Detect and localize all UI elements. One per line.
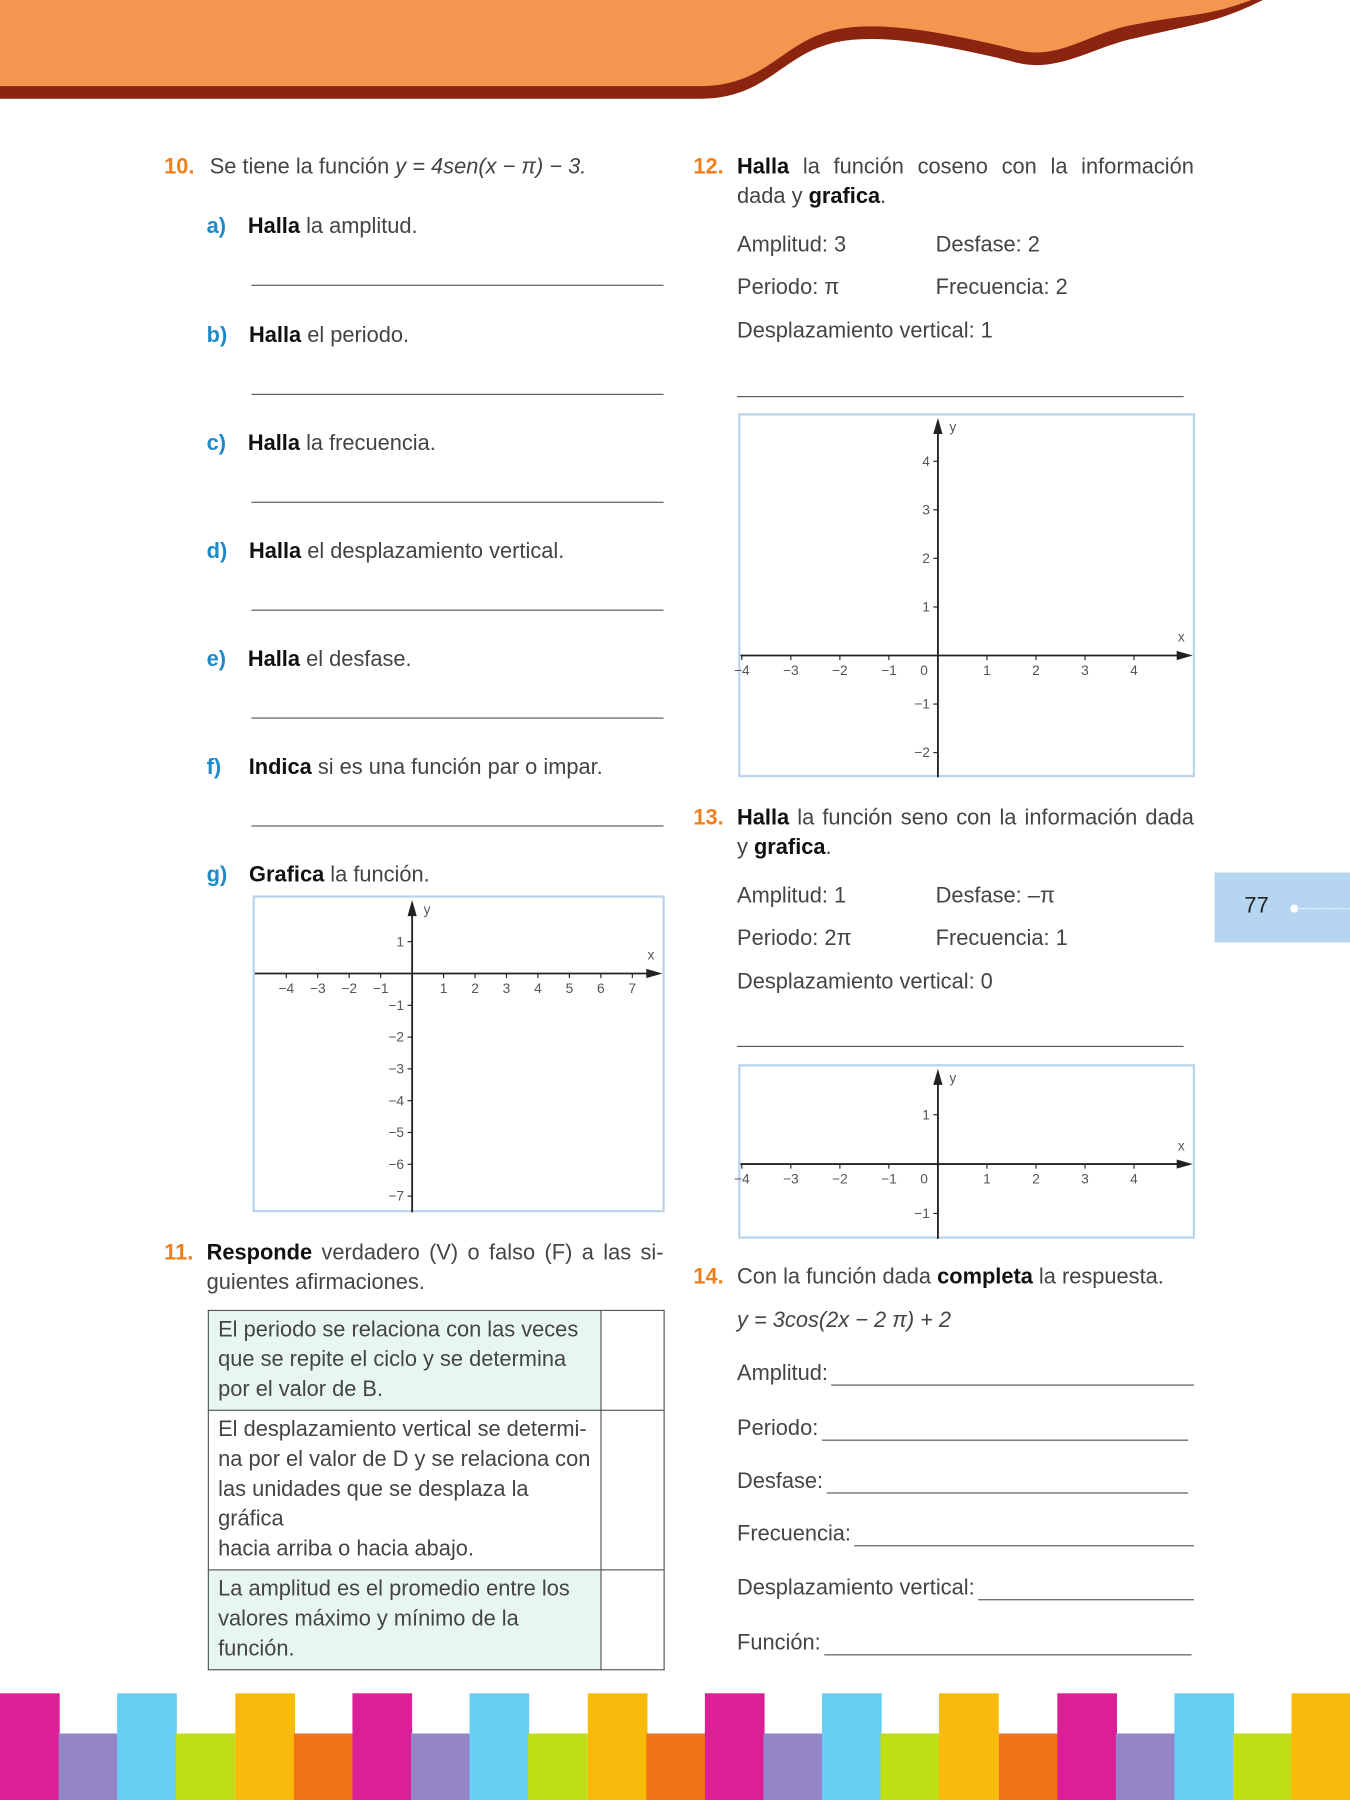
item-text: el desfase. [300, 647, 412, 672]
item-text: la función. [324, 863, 430, 888]
answer-line[interactable] [251, 285, 663, 286]
answer-line[interactable] [822, 1440, 1188, 1441]
dotted-line [1300, 908, 1350, 909]
y-tick-label: 1 [396, 934, 405, 950]
sub-item [207, 755, 603, 780]
stripe [1233, 1733, 1293, 1800]
question-number: 11. [164, 1240, 194, 1266]
y-arrow-icon [408, 900, 417, 916]
question-number: 13. [693, 805, 724, 831]
item-letter: f) [206, 755, 222, 780]
text: . [880, 184, 887, 209]
x-tick-label: 2 [1032, 663, 1040, 679]
stripe [411, 1733, 471, 1800]
page-number: 77 [1244, 894, 1269, 919]
y-tick-label: −6 [388, 1156, 405, 1172]
sub-item [207, 215, 418, 240]
x-arrow-icon [1177, 651, 1193, 660]
item-text: el periodo. [301, 323, 410, 348]
item-letter: d) [206, 539, 228, 564]
field-label: Desfase: [737, 1469, 824, 1494]
verb: Halla [737, 154, 790, 180]
y-tick-label: −4 [388, 1093, 405, 1109]
field-label: Periodo: [737, 1416, 819, 1441]
y-tick-label: −1 [914, 1206, 930, 1222]
item-letter: c) [206, 431, 227, 456]
x-tick-label: 3 [1081, 663, 1089, 679]
statement-cell [208, 1410, 601, 1570]
sub-item [207, 540, 565, 565]
stripe [763, 1733, 823, 1800]
stripe [705, 1693, 765, 1800]
stripe [646, 1733, 706, 1800]
stripe [294, 1733, 354, 1800]
x-axis-label: x [1177, 1138, 1185, 1154]
item-text: la amplitud. [300, 214, 418, 239]
x-tick-label: 3 [502, 981, 511, 997]
y-tick-label: 1 [922, 599, 930, 615]
stripe [176, 1733, 236, 1800]
question-13-line2 [737, 836, 832, 861]
verb: Halla [247, 431, 301, 456]
x-tick-label: −4 [278, 981, 295, 997]
field-label: Amplitud: [737, 1361, 828, 1386]
x-arrow-icon [646, 969, 662, 978]
stripe [1116, 1733, 1176, 1800]
stripe [881, 1733, 941, 1800]
x-tick-label: −3 [783, 1171, 799, 1187]
statement-line: La amplitud es el promedio entre los [218, 1577, 570, 1602]
verb: Halla [249, 323, 302, 348]
verb: grafica [753, 835, 826, 860]
y-tick-label: −7 [388, 1188, 405, 1204]
question-11-line2: guientes afirmaciones. [206, 1270, 425, 1295]
question-12-line1 [737, 155, 1194, 180]
verb: grafica [808, 184, 881, 209]
answer-line[interactable] [854, 1545, 1194, 1546]
item-text: si es una función par o impar. [311, 755, 603, 780]
stripe [1174, 1693, 1234, 1800]
answer-cell[interactable] [601, 1410, 664, 1570]
x-tick-label: −4 [733, 663, 750, 679]
x-arrow-icon [1177, 1159, 1193, 1168]
statement-line: El periodo se relaciona con las veces [218, 1317, 579, 1343]
stripe [59, 1733, 119, 1800]
item-letter: e) [206, 647, 227, 672]
x-tick-label: −1 [881, 663, 897, 679]
answer-line[interactable] [251, 610, 663, 611]
answer-line[interactable] [251, 502, 663, 503]
banner-fill [0, 0, 1251, 86]
question-14 [693, 1265, 723, 1290]
y-tick-label: −1 [914, 696, 930, 712]
info-amplitude: Amplitud: 3 [737, 233, 847, 258]
info-amplitude: Amplitud: 1 [737, 883, 847, 909]
info-phase: Desfase: 2 [935, 233, 1040, 258]
sub-item [207, 432, 436, 457]
y-tick-label: 1 [922, 1107, 930, 1123]
y-tick-label: −3 [388, 1061, 405, 1077]
y-tick-label: −2 [914, 745, 930, 761]
field-label: Desplazamiento vertical: [737, 1576, 975, 1601]
table-row [208, 1410, 664, 1570]
sub-item [207, 647, 412, 672]
verb: Halla [737, 805, 790, 831]
info-frequency: Frecuencia: 1 [935, 926, 1068, 951]
answer-cell[interactable] [601, 1570, 664, 1670]
stripe [1292, 1693, 1350, 1800]
field-label: Frecuencia: [737, 1522, 851, 1547]
field-label: Función: [737, 1631, 821, 1656]
text: . [825, 835, 832, 860]
stripe [940, 1693, 1000, 1800]
x-tick-label: 7 [628, 981, 637, 997]
verb: Grafica [249, 863, 325, 888]
text: la función seno con la información dada [789, 805, 1194, 831]
verb: Halla [249, 539, 302, 564]
x-tick-label: 4 [1130, 663, 1138, 679]
x-tick-label: 2 [1032, 1171, 1040, 1187]
y-arrow-icon [933, 418, 942, 434]
item-text: la frecuencia. [300, 431, 436, 456]
item-letter: a) [206, 214, 227, 239]
y-tick-label: −1 [388, 997, 405, 1013]
x-tick-label: 1 [983, 1171, 991, 1187]
answer-line[interactable] [824, 1654, 1191, 1655]
statement-line: El desplazamiento vertical se determi- [218, 1417, 587, 1442]
y-axis-label: y [949, 1070, 957, 1086]
info-frequency: Frecuencia: 2 [935, 275, 1068, 300]
y-tick-label: −2 [388, 1029, 405, 1045]
y-tick-label: 4 [922, 453, 930, 469]
stripe [822, 1693, 882, 1800]
text: verdadero (V) o falso (F) a las si- [312, 1240, 664, 1266]
x-tick-label: −2 [341, 981, 358, 997]
question-14-text [737, 1265, 1164, 1290]
stripe [528, 1733, 588, 1800]
info-phase: Desfase: –π [935, 883, 1055, 909]
stripe [1057, 1693, 1117, 1800]
y-axis-label: y [423, 901, 431, 917]
answer-line[interactable] [251, 825, 663, 826]
x-tick-label: −3 [309, 981, 326, 997]
x-tick-label: 1 [983, 663, 991, 679]
statement-line: hacia arriba o hacia abajo. [218, 1537, 474, 1562]
answer-line[interactable] [737, 396, 1184, 397]
info-vertical: Desplazamiento vertical: 1 [737, 319, 993, 344]
answer-cell[interactable] [601, 1310, 664, 1410]
text: dada y [737, 184, 809, 209]
answer-line[interactable] [978, 1599, 1194, 1600]
info-vertical: Desplazamiento vertical: 0 [737, 970, 993, 995]
answer-line[interactable] [251, 394, 663, 395]
x-tick-label: 4 [534, 981, 542, 997]
stripe [235, 1693, 295, 1800]
verb: Responde [206, 1240, 313, 1266]
x-tick-label: −1 [881, 1171, 897, 1187]
table-row [208, 1570, 664, 1670]
x-tick-label: −2 [832, 663, 848, 679]
y-arrow-icon [933, 1069, 942, 1085]
x-axis-label: x [1177, 629, 1185, 645]
origin-label: 0 [920, 1171, 928, 1187]
text: la función coseno con la información [789, 154, 1194, 180]
question-text: Se tiene la función [209, 154, 396, 180]
graph-q10[interactable] [253, 895, 665, 1212]
answer-line[interactable] [827, 1492, 1189, 1493]
x-tick-label: −4 [733, 1171, 750, 1187]
origin-label: 0 [920, 663, 928, 679]
question-11-line1 [207, 1241, 664, 1266]
x-tick-label: −3 [783, 663, 799, 679]
stripe [587, 1693, 647, 1800]
y-tick-label: 2 [922, 550, 930, 566]
graph-q12[interactable] [733, 413, 1195, 777]
x-tick-label: 4 [1130, 1171, 1138, 1187]
formula: y = 3cos(2x − 2 π) + 2 [737, 1308, 952, 1333]
item-letter: b) [206, 323, 228, 348]
sub-item [207, 324, 409, 349]
answer-line[interactable] [831, 1384, 1194, 1385]
dot-icon [1290, 905, 1298, 913]
x-tick-label: 2 [471, 981, 479, 997]
statement-cell [208, 1570, 601, 1670]
x-tick-label: 5 [565, 981, 574, 997]
stripe [117, 1693, 177, 1800]
verb: Halla [247, 214, 301, 239]
question-13-line1 [737, 806, 1194, 831]
stripe [998, 1733, 1058, 1800]
stripe [0, 1693, 60, 1800]
table-row [208, 1310, 664, 1410]
verb: Halla [247, 647, 301, 672]
header-banner [0, 0, 1350, 115]
x-tick-label: 1 [439, 981, 448, 997]
formula: y = 4sen(x − π) − 3. [395, 154, 587, 180]
x-tick-label: 3 [1081, 1171, 1089, 1187]
text: y [737, 835, 754, 860]
question-number: 12. [693, 154, 724, 180]
statement-line: función. [218, 1637, 295, 1662]
question-12-line2 [737, 185, 886, 210]
y-tick-label: 3 [922, 502, 930, 518]
x-axis-label: x [647, 947, 655, 963]
verb: completa [937, 1265, 1033, 1290]
stripe [352, 1693, 412, 1800]
graph-q13[interactable] [733, 1064, 1195, 1238]
sub-item [207, 863, 430, 888]
statement-line: las unidades que se desplaza la gráfica [218, 1477, 529, 1532]
page-number-tab [1215, 872, 1350, 942]
info-period: Periodo: π [737, 275, 840, 300]
stripe [470, 1693, 530, 1800]
y-tick-label: −5 [388, 1125, 405, 1141]
item-text: el desplazamiento vertical. [301, 539, 565, 564]
item-letter: g) [206, 863, 228, 888]
y-axis-label: y [949, 419, 957, 435]
statement-line: na por el valor de D y se relaciona con [218, 1447, 591, 1472]
text: la respuesta. [1032, 1265, 1164, 1290]
question-11-number [164, 1241, 193, 1266]
text: Con la función dada [737, 1265, 938, 1290]
question-number: 10. [164, 154, 195, 180]
question-10 [164, 155, 586, 180]
statement-cell [208, 1310, 601, 1410]
verb: Indica [248, 755, 312, 780]
question-number: 14. [693, 1265, 724, 1290]
statement-line: valores máximo y mínimo de la [218, 1607, 519, 1632]
x-tick-label: −1 [372, 981, 389, 997]
x-tick-label: 6 [597, 981, 605, 997]
x-tick-label: −2 [832, 1171, 848, 1187]
answer-line[interactable] [737, 1046, 1184, 1047]
statement-line: que se repite el ciclo y se determina [218, 1347, 567, 1372]
answer-line[interactable] [251, 718, 663, 719]
statement-line: por el valor de B. [218, 1377, 384, 1402]
true-false-table [208, 1310, 665, 1670]
info-period: Periodo: 2π [737, 926, 852, 951]
